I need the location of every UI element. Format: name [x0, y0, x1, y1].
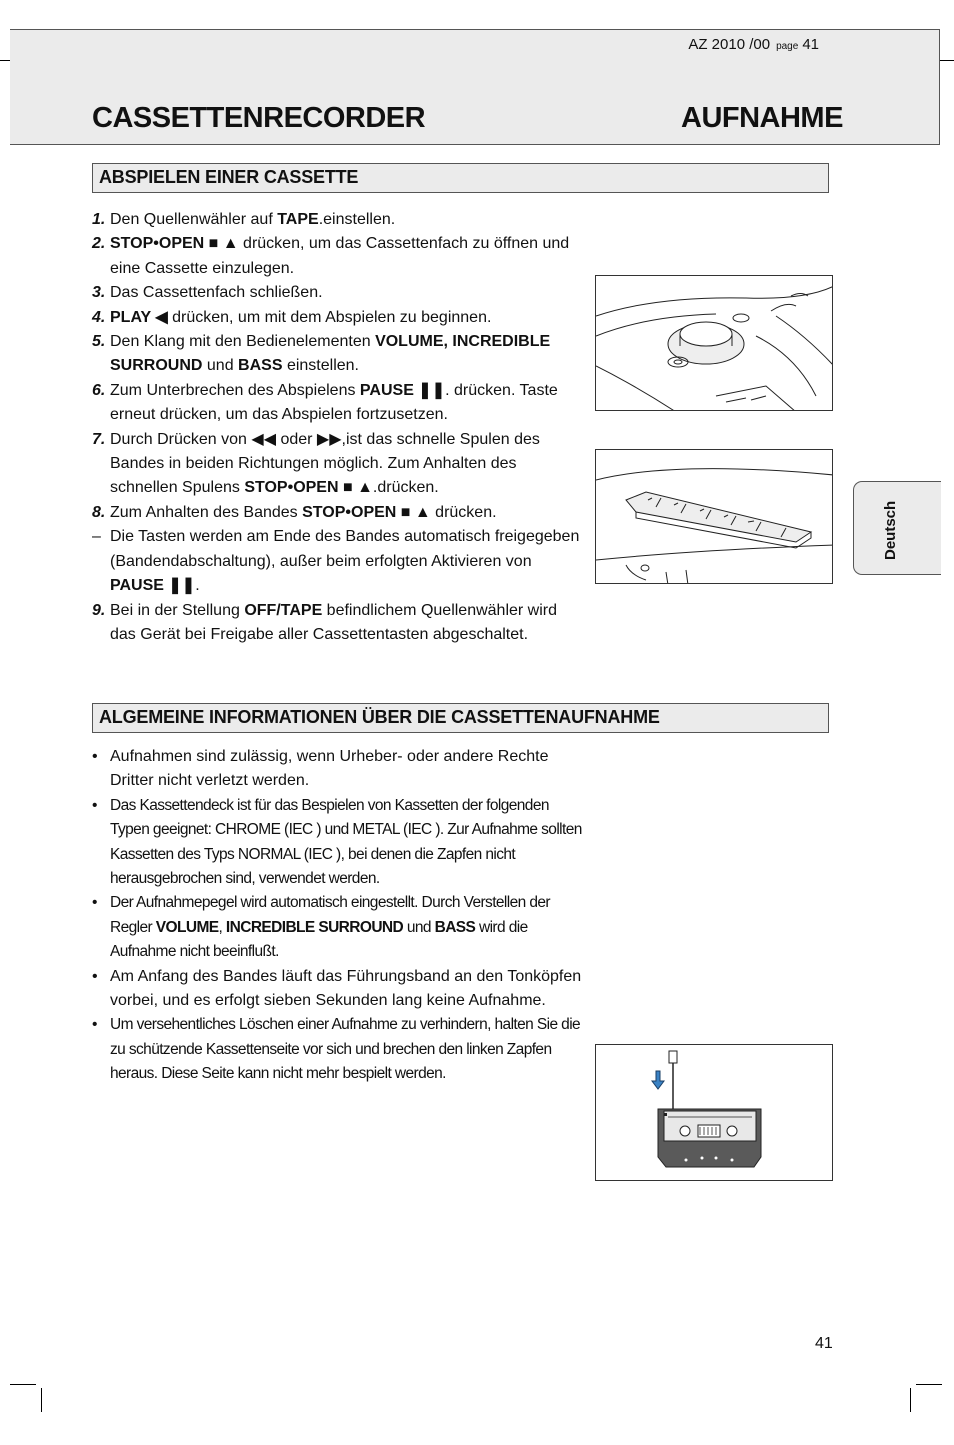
playback-steps	[92, 208, 582, 647]
list-item: 8. Zum Anhalten des Bandes STOP•OPEN ■ ▲ drücken.	[92, 503, 497, 521]
list-item: • Das Kassettendeck ist für das Bespielen von Kassetten der folgenden Typen geeignet: CHROME (IEC ) und METAL (IEC ). Zur Aufnahme sollten Kassetten des Typs NORMAL (IEC ), bei denen die Zapfen nicht herausgebrochen sind, verwendet werden.	[92, 796, 582, 888]
language-tab	[853, 481, 941, 575]
page-title-left: CASSETTENRECORDER	[92, 102, 426, 134]
crop-mark	[916, 1384, 942, 1385]
recording-info-bullets	[92, 745, 582, 1087]
list-item: 3. Das Cassettenfach schließen.	[92, 284, 323, 302]
figure-cassette-tab	[595, 1044, 833, 1181]
figure-deck-top-view	[595, 275, 833, 411]
list-item: 5. Den Klang mit den Bedienelementen VOLUME, INCREDIBLE SURROUND und BASS einstellen.	[92, 333, 551, 375]
model-number: AZ 2010 /00	[688, 36, 771, 53]
deck-illustration-icon	[596, 276, 833, 411]
page-number: 41	[815, 1335, 833, 1352]
crop-mark	[41, 1388, 42, 1412]
crop-mark	[10, 1384, 36, 1385]
list-item: 7. Durch Drücken von ◀◀ oder ▶▶,ist das schnelle Spulen des Bandes in beiden Richtungen möglich. Zum Anhalten des schnellen Spulens STOP•OPEN ■ ▲.drücken.	[92, 430, 540, 497]
list-item: • Der Aufnahmepegel wird automatisch eingestellt. Durch Verstellen der Regler VOLUME, INCREDIBLE SURROUND und BASS wird die Aufnahme nicht beeinflußt.	[92, 894, 550, 961]
language-tab-label: Deutsch	[882, 500, 899, 560]
crop-mark	[910, 1388, 911, 1412]
list-item: 1. Den Quellenwähler auf TAPE.einstellen.	[92, 211, 396, 228]
list-item: • Um versehentliches Löschen einer Aufnahme zu verhindern, halten Sie die zu schützende Kassettenseite vor sich und brechen den linken Zapfen heraus. Diese Seite kann nicht mehr bespielt werden.	[92, 1016, 581, 1083]
list-item: 2. STOP•OPEN ■ ▲ drücken, um das Cassettenfach zu öffnen und eine Cassette einzulegen.	[92, 235, 570, 277]
list-item: • Aufnahmen sind zulässig, wenn Urheber- oder andere Rechte Dritter nicht verletzt werden.	[92, 748, 549, 790]
list-item: • Am Anfang des Bandes läuft das Führungsband an den Tonköpfen vorbei, und es erfolgt sieben Sekunden lang keine Aufnahme.	[92, 967, 582, 1010]
section-title-recording-info: ALGEMEINE INFORMATIONEN ÜBER DIE CASSETTENAUFNAHME	[92, 703, 829, 733]
model-reference	[688, 36, 819, 53]
page-title-right: AUFNAHME	[681, 102, 843, 134]
figure-cassette-buttons	[595, 449, 833, 584]
cassette-keys-icon	[596, 450, 833, 584]
list-item: 4. PLAY ◀ drücken, um mit dem Abspielen zu beginnen.	[92, 308, 492, 326]
list-item: 9. Bei in der Stellung OFF/TAPE befindlichem Quellenwähler wird das Gerät bei Freigabe aller Cassettentasten abgeschaltet.	[92, 601, 558, 643]
section-title-playback: ABSPIELEN EINER CASSETTE	[92, 163, 829, 193]
list-item: – Die Tasten werden am Ende des Bandes automatisch freigegeben (Bandendabschaltung), außer beim erfolgten Aktivieren von PAUSE ❚❚.	[92, 528, 580, 595]
header-page-number: 41	[802, 36, 819, 53]
list-item: 6. Zum Unterbrechen des Abspielens PAUSE ❚❚. drücken. Taste erneut drücken, um das Abspielen fortzusetzen.	[92, 381, 558, 424]
page-label: page	[776, 41, 799, 52]
cassette-icon	[596, 1045, 833, 1181]
